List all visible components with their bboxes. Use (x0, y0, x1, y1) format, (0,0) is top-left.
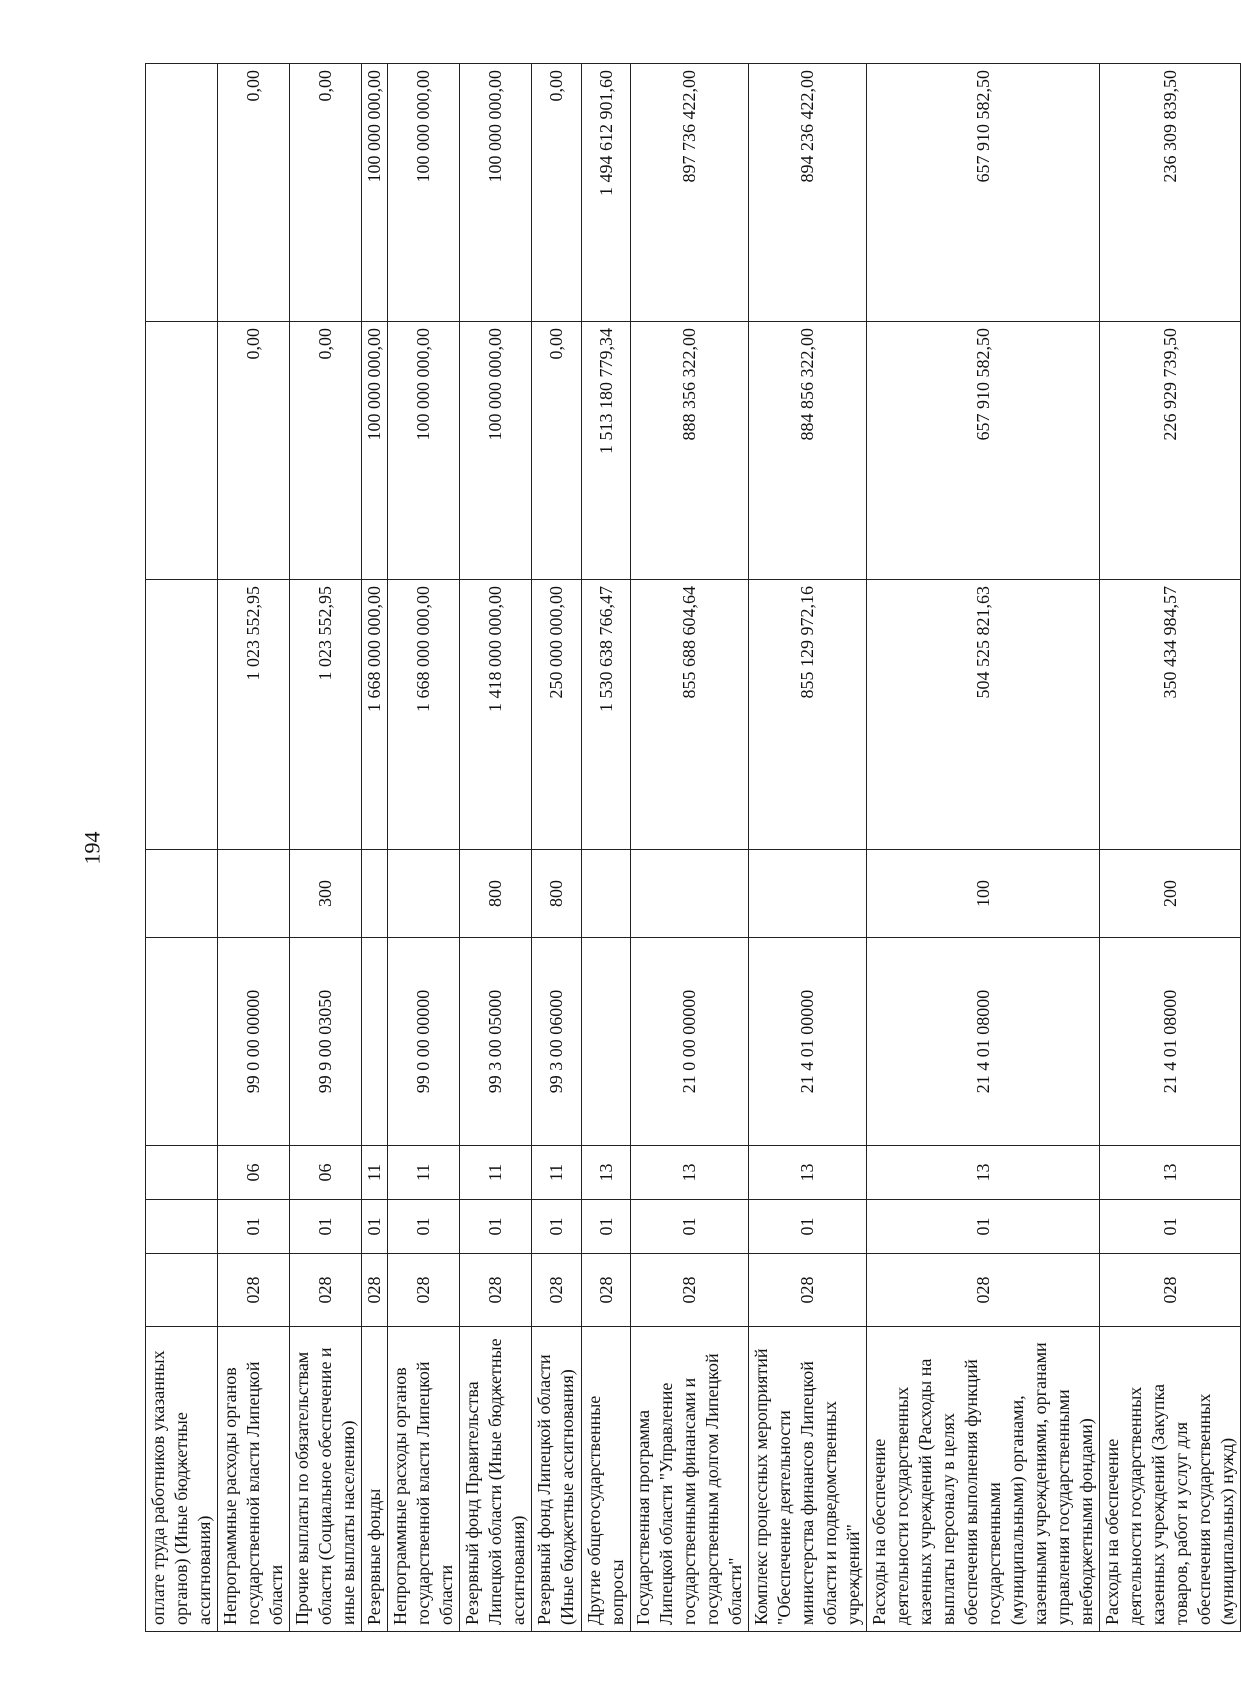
sum-year-2: 888 356 322,00 (631, 322, 749, 580)
sum-year-3: 657 910 582,50 (867, 64, 1100, 322)
sum-year-1 (146, 580, 218, 850)
subsection-code: 11 (388, 1146, 460, 1200)
admin-code (146, 1254, 218, 1327)
sum-year-3 (146, 64, 218, 322)
subsection-code (146, 1146, 218, 1200)
row-name: Государственная программа Липецкой области "Управление государственными финансами и государственным долгом Липецкой области" (631, 1327, 749, 1632)
section-code: 01 (532, 1200, 582, 1254)
page-number: 194 (79, 831, 105, 865)
sum-year-3: 897 736 422,00 (631, 64, 749, 322)
sum-year-3: 0,00 (290, 64, 362, 322)
expense-type (218, 850, 290, 938)
section-code: 01 (460, 1200, 532, 1254)
target-code: 99 0 00 00000 (388, 938, 460, 1146)
row-name: Расходы на обеспечение деятельности государственных казенных учреждений (Закупка товаров, работ и услуг для обеспечения государственных (муниципальных) нужд) (1100, 1327, 1241, 1632)
table-row (146, 64, 218, 1632)
target-code (582, 938, 631, 1146)
row-name: Резервный фонд Правительства Липецкой области (Иные бюджетные ассигнования) (460, 1327, 532, 1632)
section-code: 01 (1100, 1200, 1241, 1254)
table-row (749, 64, 867, 1632)
table-row (1100, 64, 1241, 1632)
sum-year-1: 350 434 984,57 (1100, 580, 1241, 850)
table-row (290, 64, 362, 1632)
sum-year-2: 884 856 322,00 (749, 322, 867, 580)
sum-year-1: 1 668 000 000,00 (362, 580, 388, 850)
admin-code: 028 (582, 1254, 631, 1327)
sum-year-1: 855 688 604,64 (631, 580, 749, 850)
sum-year-3: 100 000 000,00 (362, 64, 388, 322)
subsection-code: 13 (1100, 1146, 1241, 1200)
row-name: Резервный фонд Липецкой области (Иные бюджетные ассигнования) (532, 1327, 582, 1632)
sum-year-1: 1 023 552,95 (290, 580, 362, 850)
subsection-code: 13 (582, 1146, 631, 1200)
admin-code: 028 (532, 1254, 582, 1327)
sum-year-3: 1 494 612 901,60 (582, 64, 631, 322)
target-code: 21 4 01 08000 (1100, 938, 1241, 1146)
subsection-code: 11 (362, 1146, 388, 1200)
sum-year-2: 657 910 582,50 (867, 322, 1100, 580)
table-row (582, 64, 631, 1632)
table-row (460, 64, 532, 1632)
target-code: 21 4 01 00000 (749, 938, 867, 1146)
sum-year-1: 1 023 552,95 (218, 580, 290, 850)
sum-year-2: 1 513 180 779,34 (582, 322, 631, 580)
budget-table (145, 63, 1241, 1632)
section-code: 01 (290, 1200, 362, 1254)
admin-code: 028 (388, 1254, 460, 1327)
expense-type: 100 (867, 850, 1100, 938)
admin-code: 028 (218, 1254, 290, 1327)
section-code (146, 1200, 218, 1254)
section-code: 01 (631, 1200, 749, 1254)
sum-year-1: 504 525 821,63 (867, 580, 1100, 850)
sum-year-3: 100 000 000,00 (460, 64, 532, 322)
sum-year-2 (146, 322, 218, 580)
expense-type (582, 850, 631, 938)
expense-type: 200 (1100, 850, 1241, 938)
sum-year-1: 250 000 000,00 (532, 580, 582, 850)
sum-year-1: 855 129 972,16 (749, 580, 867, 850)
admin-code: 028 (362, 1254, 388, 1327)
row-name: Непрограммные расходы органов государственной власти Липецкой области (388, 1327, 460, 1632)
section-code: 01 (218, 1200, 290, 1254)
target-code: 21 4 01 08000 (867, 938, 1100, 1146)
admin-code: 028 (1100, 1254, 1241, 1327)
target-code: 99 3 00 05000 (460, 938, 532, 1146)
subsection-code: 11 (532, 1146, 582, 1200)
sum-year-2: 100 000 000,00 (460, 322, 532, 580)
sum-year-2: 0,00 (532, 322, 582, 580)
expense-type: 800 (532, 850, 582, 938)
subsection-code: 11 (460, 1146, 532, 1200)
target-code: 99 9 00 03050 (290, 938, 362, 1146)
table-row (532, 64, 582, 1632)
table-row (867, 64, 1100, 1632)
target-code: 21 0 00 00000 (631, 938, 749, 1146)
section-code: 01 (749, 1200, 867, 1254)
expense-type (362, 850, 388, 938)
row-name: оплате труда работников указанных органов) (Иные бюджетные ассигнования) (146, 1327, 218, 1632)
sum-year-2: 100 000 000,00 (362, 322, 388, 580)
expense-type: 300 (290, 850, 362, 938)
sum-year-2: 100 000 000,00 (388, 322, 460, 580)
target-code (146, 938, 218, 1146)
row-name: Расходы на обеспечение деятельности государственных казенных учреждений (Расходы на выплаты персоналу в целях обеспечения выполнения функций государственными (муниципальными) органами, казенными учреждениями, органами управления государственными внебюджетными фондами) (867, 1327, 1100, 1632)
target-code (362, 938, 388, 1146)
sum-year-3: 0,00 (532, 64, 582, 322)
table-row (218, 64, 290, 1632)
admin-code: 028 (749, 1254, 867, 1327)
row-name: Резервные фонды (362, 1327, 388, 1632)
table-row (631, 64, 749, 1632)
expense-type (749, 850, 867, 938)
row-name: Комплекс процессных мероприятий "Обеспечение деятельности министерства финансов Липецкой области и подведомственных учреждений" (749, 1327, 867, 1632)
admin-code: 028 (460, 1254, 532, 1327)
target-code: 99 0 00 00000 (218, 938, 290, 1146)
rotated-table-frame (145, 64, 1237, 1632)
sum-year-2: 0,00 (218, 322, 290, 580)
target-code: 99 3 00 06000 (532, 938, 582, 1146)
sum-year-2: 226 929 739,50 (1100, 322, 1241, 580)
sum-year-1: 1 530 638 766,47 (582, 580, 631, 850)
sum-year-3: 236 309 839,50 (1100, 64, 1241, 322)
subsection-code: 06 (218, 1146, 290, 1200)
sum-year-1: 1 418 000 000,00 (460, 580, 532, 850)
expense-type (631, 850, 749, 938)
sum-year-1: 1 668 000 000,00 (388, 580, 460, 850)
expense-type (146, 850, 218, 938)
sum-year-3: 894 236 422,00 (749, 64, 867, 322)
subsection-code: 13 (631, 1146, 749, 1200)
section-code: 01 (867, 1200, 1100, 1254)
row-name: Прочие выплаты по обязательствам области (Социальное обеспечение и иные выплаты населению) (290, 1327, 362, 1632)
table-row (388, 64, 460, 1632)
section-code: 01 (362, 1200, 388, 1254)
sum-year-3: 0,00 (218, 64, 290, 322)
section-code: 01 (388, 1200, 460, 1254)
expense-type: 800 (460, 850, 532, 938)
admin-code: 028 (290, 1254, 362, 1327)
row-name: Непрограммные расходы органов государственной власти Липецкой области (218, 1327, 290, 1632)
table-row (362, 64, 388, 1632)
admin-code: 028 (867, 1254, 1100, 1327)
sum-year-3: 100 000 000,00 (388, 64, 460, 322)
subsection-code: 06 (290, 1146, 362, 1200)
expense-type (388, 850, 460, 938)
subsection-code: 13 (749, 1146, 867, 1200)
budget-table-container (145, 64, 1237, 1632)
admin-code: 028 (631, 1254, 749, 1327)
section-code: 01 (582, 1200, 631, 1254)
subsection-code: 13 (867, 1146, 1100, 1200)
sum-year-2: 0,00 (290, 322, 362, 580)
row-name: Другие общегосударственные вопросы (582, 1327, 631, 1632)
